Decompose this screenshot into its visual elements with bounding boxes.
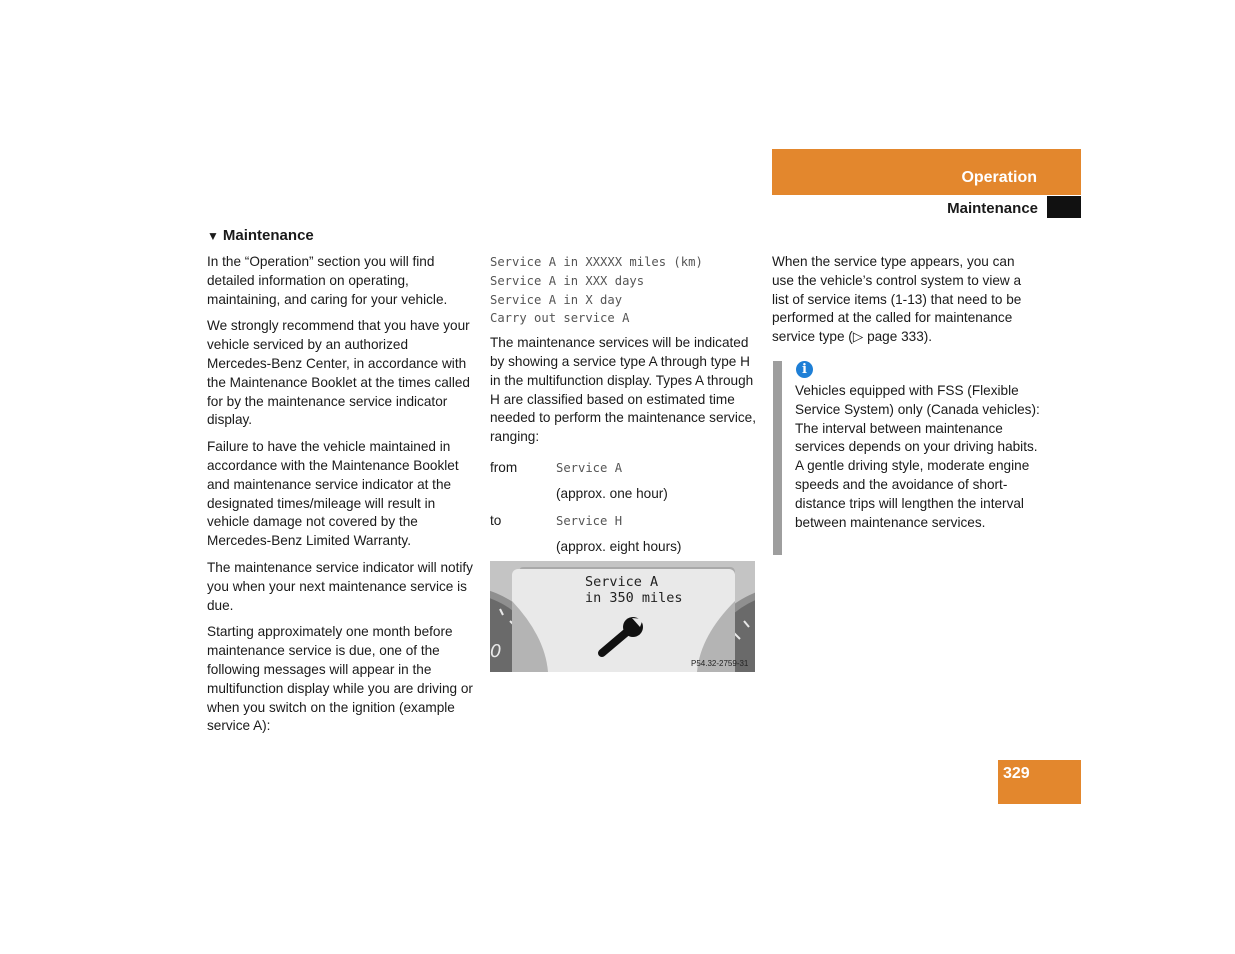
info-bar (773, 361, 782, 555)
range-to-label: to (490, 512, 502, 528)
section-tab (772, 149, 1081, 195)
paragraph: We strongly recommend that you have your vehicle serviced by an authorized Mercedes-Benz Center, in accordance with the Maintenance Booklet at the times called for by the maintenance service indicator display. (207, 318, 470, 428)
column-1 (207, 253, 475, 744)
section-marker (1047, 196, 1081, 218)
range-to-value: Service H (556, 513, 623, 528)
column-3 (772, 253, 1040, 355)
range-from-note: (approx. one hour) (556, 486, 668, 502)
info-icon: i (796, 361, 813, 378)
display-line-1: Service A (585, 574, 659, 590)
paragraph: Failure to have the vehicle maintained in accordance with the Maintenance Booklet and maintenance service indicator at the designated times/mileage will result in vehicle damage not covered by the Mercedes-Benz Limited Warranty. (207, 439, 459, 549)
column-2 (490, 253, 756, 561)
paragraph: The maintenance services will be indicated by showing a service type A through type H in the multifunction display. Types A through H are classified based on estimated time needed to perform the maintenance service, ranging: (490, 335, 756, 445)
paragraph: In the “Operation” section you will find detailed information on operating, maintaining, and caring for your vehicle. (207, 254, 448, 307)
paragraph: When the service type appears, you can use the vehicle’s control system to view a list of service items (1-13) that need to be performed at the called for maintenance service type (▷ page 333). (772, 254, 1022, 345)
page-heading (207, 227, 314, 244)
page-number-tab (998, 760, 1081, 804)
info-text: Vehicles equipped with FSS (Flexible Service System) only (Canada vehicles): The interval between maintenance services depends on your driving habits. A gentle driving style, moderate engine speeds and the avoidance of short-distance trips will lengthen the interval between maintenance services. (795, 383, 1040, 530)
display-message: Service A in XXXXX miles (km) (490, 255, 703, 269)
info-note (773, 361, 1043, 555)
range-from-label: from (490, 459, 518, 475)
triangle-icon: ▼ (207, 229, 219, 243)
display-message: Service A in XXX days (490, 273, 645, 288)
display-line-2: in 350 miles (585, 590, 683, 606)
range-from-value: Service A (556, 460, 623, 475)
figure-code: P54.32-2759-31 (691, 659, 749, 668)
svg-text:0: 0 (490, 641, 502, 662)
multifunction-display-figure (490, 561, 755, 672)
paragraph: The maintenance service indicator will notify you when your next maintenance service is due. (207, 559, 473, 613)
heading-text: Maintenance (222, 227, 314, 244)
service-range (490, 455, 756, 561)
subsection-title: Maintenance (947, 200, 1038, 217)
display-message: Service A in X day (490, 292, 623, 307)
section-title: Operation (961, 169, 1037, 186)
page-number: 329 (1003, 765, 1030, 782)
paragraph: Starting approximately one month before maintenance service is due, one of the following messages will appear in the multifunction display while you are driving or when you switch on the ignition (example service A): (207, 624, 473, 734)
display-message: Carry out service A (490, 311, 630, 326)
range-to-note: (approx. eight hours) (556, 539, 682, 555)
